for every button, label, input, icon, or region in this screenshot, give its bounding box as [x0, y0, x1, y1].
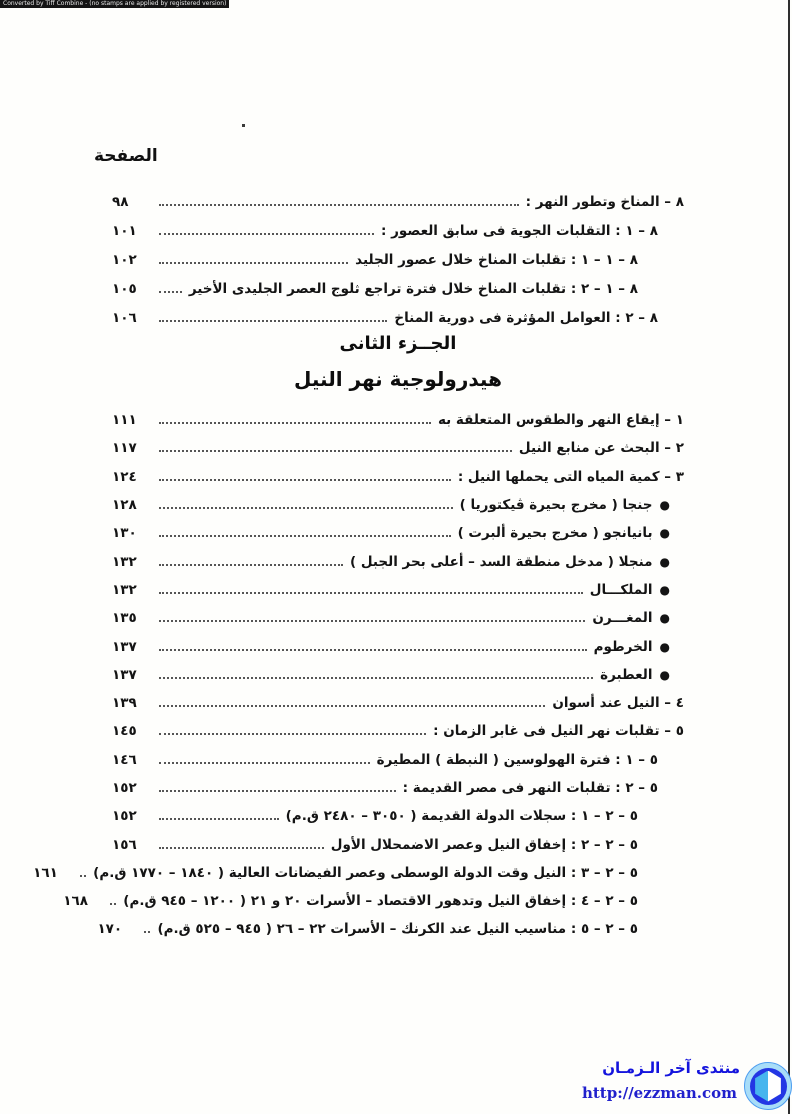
toc-entry-page-number: ١٣٠: [112, 525, 137, 542]
toc-entry-page-number: ١٠١: [112, 222, 137, 239]
toc-entry-title: ٥ – ٢ – ٤ : إخفاق النيل وتدهور الاقتصاد – الأسرات ٢٠ و ٢١ ( ١٢٠٠ – ٩٤٥ ق.م): [123, 893, 638, 910]
toc-row: [112, 547, 684, 575]
toc-entry-page-number: ١٣٧: [112, 666, 137, 683]
dotted-leader: [159, 204, 519, 206]
toc-entry-title: ٥ – ٢ – ١ : سجلات الدولة القديمة ( ٣٠٥٠ – ٢٤٨٠ ق.م): [285, 808, 638, 825]
logo-hexagon: [754, 1071, 782, 1102]
toc-entry-page-number: ١٣٧: [112, 638, 137, 655]
dotted-leader: [159, 762, 370, 764]
toc-entry-title: ٨ – ١ – ٢ : تقلبات المناخ خلال فترة تراجع ثلوج العصر الجليدى الأخير: [188, 280, 638, 297]
toc-entry-page-number: ١٥٢: [112, 780, 137, 796]
toc-entry-page-number: ١٢٤: [112, 468, 137, 485]
dotted-leader: [159, 790, 396, 792]
toc-entry-page-number: ١٤٥: [112, 723, 137, 740]
toc-row: [112, 463, 684, 491]
toc-entry-title: منجلا ( مدخل منطقة السد – أعلى بحر الجبل ): [349, 553, 653, 570]
toc-entry-title: جنجا ( مخرج بحيرة ڤيكتوريا ): [459, 497, 653, 514]
dotted-leader: [159, 291, 182, 293]
toc-entry-title: ١ – إيقاع النهر والطقوس المتعلقة به: [437, 412, 684, 429]
logo-inner-ring: [750, 1068, 787, 1105]
toc-entry-title: ٥ – تقلبات نهر النيل فى غابر الزمان :: [433, 723, 684, 740]
toc-row: [112, 406, 684, 434]
dotted-leader: [159, 705, 545, 707]
part-heading: [112, 333, 684, 391]
toc-entry-title: ٥ – ٢ : تقلبات النهر فى مصر القديمة :: [402, 780, 658, 796]
hexagon-circle-logo-icon: [744, 1062, 792, 1110]
toc-row: [112, 661, 684, 689]
toc-row: [112, 746, 684, 774]
bullet-icon: ●: [659, 667, 670, 682]
toc-entry-page-number: ١١٧: [112, 440, 137, 457]
toc-entry-title: بانيانجو ( مخرج بحيرة ألبرت ): [457, 525, 653, 542]
converter-watermark-bar: Converted by Tiff Combine - (no stamps are applied by registered version): [0, 0, 229, 8]
page-column-header: الصفحة: [94, 146, 158, 166]
toc-entry-page-number: ١٣٥: [112, 610, 137, 627]
footer-site-url: http://ezzman.com: [581, 1084, 737, 1102]
toc-row: [112, 245, 684, 274]
toc-entry-page-number: ١٠٦: [112, 309, 137, 326]
dotted-leader: [159, 535, 451, 537]
toc-row: [112, 187, 684, 216]
dotted-leader: [159, 262, 348, 264]
dotted-leader: [159, 507, 453, 509]
dotted-leader: [159, 422, 431, 424]
toc-row: [112, 519, 684, 547]
toc-row: [112, 216, 684, 245]
toc-row: [112, 632, 684, 660]
dotted-leader: [159, 564, 343, 566]
dotted-leader: [159, 847, 324, 849]
toc-entry-title: ٢ – البحث عن منابع النيل: [518, 440, 684, 457]
bullet-icon: ●: [659, 582, 670, 597]
toc-row: [112, 604, 684, 632]
toc-entry-page-number: ١٠٢: [112, 251, 137, 268]
toc-entry-title: العطبرة: [600, 666, 653, 683]
toc-row: [112, 689, 684, 717]
toc-row: [112, 303, 684, 332]
toc-entry-page-number: ١٣٩: [112, 695, 137, 712]
toc-row: [112, 802, 684, 830]
toc-entry-page-number: ١٠٥: [112, 280, 137, 297]
dotted-leader: [159, 479, 451, 481]
dotted-leader: [159, 677, 593, 679]
toc-entry-page-number: ١٤٦: [112, 751, 137, 768]
dotted-leader: [159, 649, 587, 651]
dotted-leader: [159, 818, 279, 820]
toc-entry-page-number: ١٢٨: [112, 497, 137, 514]
dotted-leader: [159, 233, 374, 235]
bullet-icon: ●: [659, 639, 670, 654]
toc-entry-title: ٨ – ٢ : العوامل المؤثرة فى دورية المناخ: [394, 309, 658, 326]
toc-entry-title: الملكـــال: [589, 581, 653, 598]
toc-row: [112, 830, 684, 858]
toc-entry-page-number: ١٧٠: [97, 921, 123, 938]
part-heading-line1: الجــزء الثانى: [339, 333, 457, 354]
bullet-icon: ●: [659, 526, 670, 541]
toc-entry-page-number: ٩٨: [112, 193, 129, 210]
toc-entry-title: ٥ – ٢ – ٢ : إخفاق النيل وعصر الاضمحلال الأول: [330, 836, 638, 853]
toc-entry-title: ٥ – ٢ – ٥ : مناسيب النيل عند الكرنك – الأسرات ٢٢ – ٢٦ ( ٩٤٥ – ٥٢٥ ق.م): [157, 921, 638, 938]
toc-entry-page-number: ١٥٢: [112, 808, 137, 825]
dotted-leader: [159, 592, 583, 594]
dotted-leader: [110, 903, 116, 905]
toc-entry-page-number: ١٥٦: [112, 836, 137, 853]
toc-row: [33, 859, 684, 887]
toc-entry-title: ٥ – ٢ – ٣ : النيل وقت الدولة الوسطى وعصر الفيضانات العالية ( ١٨٤٠ – ١٧٧٠ ق.م): [93, 864, 638, 881]
toc-entry-title: ٤ – النيل عند أسوان: [552, 695, 684, 712]
toc-entry-title: ٥ – ١ : فترة الهولوسين ( النبطة ) المطيرة: [376, 751, 658, 768]
part-heading-line2: هيدرولوجية نهر النيل: [294, 367, 502, 391]
toc-entry-page-number: ١١١: [112, 412, 137, 429]
toc-row: [112, 274, 684, 303]
toc-row: [63, 887, 684, 915]
toc-entry-title: ٨ – ١ : التقلبات الجوية فى سابق العصور :: [380, 222, 658, 239]
toc-row: [112, 491, 684, 519]
toc-entry-page-number: ١٦١: [33, 864, 58, 881]
footer-site-name: منتدى آخر الـزمـان: [602, 1059, 740, 1077]
toc-section-part1: [112, 187, 684, 332]
toc-row: [112, 576, 684, 604]
dotted-leader: [144, 931, 150, 933]
toc-entry-page-number: ١٣٢: [112, 553, 137, 570]
dotted-leader: [159, 733, 426, 735]
bullet-icon: ●: [659, 611, 670, 626]
bullet-icon: ●: [659, 554, 670, 569]
toc-row: [112, 717, 684, 745]
toc-row: [112, 774, 684, 802]
dotted-leader: [159, 620, 585, 622]
toc-entry-page-number: ١٦٨: [63, 893, 89, 910]
dotted-leader: [159, 450, 512, 452]
toc-row: [112, 434, 684, 462]
toc-entry-title: ٨ – ١ – ١ : تقلبات المناخ خلال عصور الجليد: [355, 251, 638, 268]
scan-edge-line: [788, 0, 790, 1114]
bullet-icon: ●: [659, 498, 670, 513]
toc-row: [97, 915, 684, 943]
toc-entry-title: ٨ – المناخ وتطور النهر :: [525, 193, 684, 210]
toc-entry-title: المغـــرن: [592, 610, 653, 627]
dotted-leader: [159, 320, 387, 322]
scan-speck: [242, 124, 245, 127]
toc-entry-title: ٣ – كمية المياه التى يحملها النيل :: [457, 468, 684, 485]
toc-entry-title: الخرطوم: [593, 638, 653, 655]
dotted-leader: [80, 875, 86, 877]
toc-entry-page-number: ١٣٢: [112, 581, 137, 598]
toc-section-part2: [33, 406, 684, 944]
